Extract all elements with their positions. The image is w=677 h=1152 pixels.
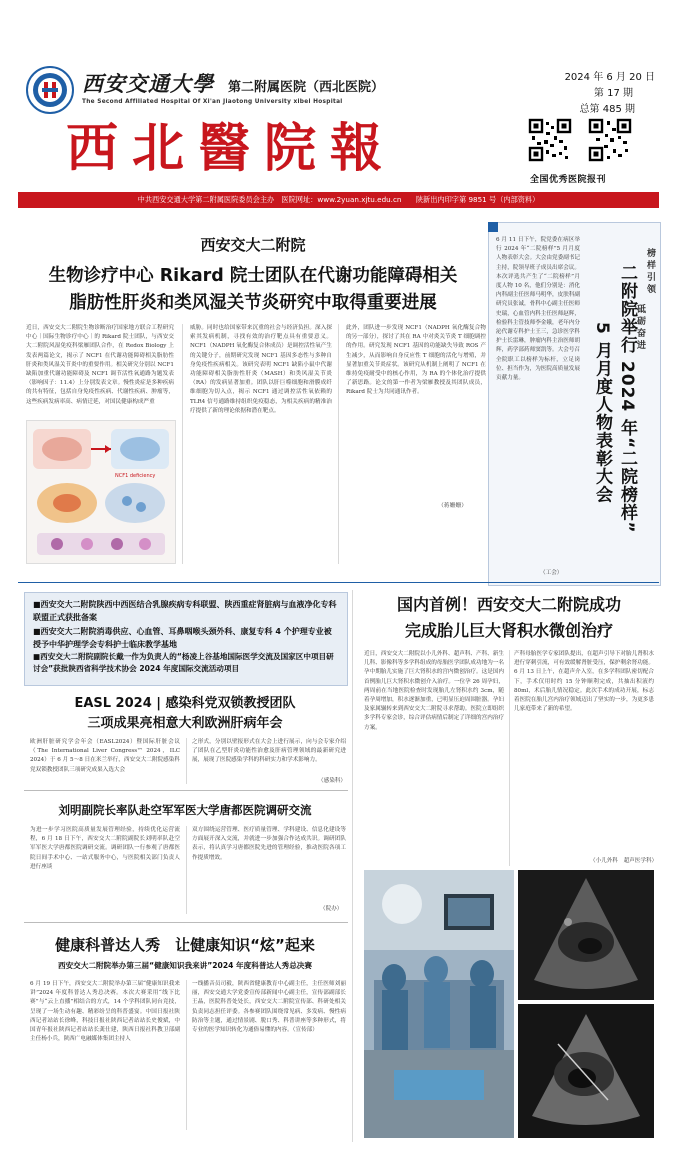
easl-title-line2: 三项成果亮相意大利欧洲肝病年会 — [87, 716, 283, 731]
mechanism-diagram-icon — [27, 421, 175, 563]
first-case-headline-line1: 国内首例！西安交大二附院成功 — [396, 595, 621, 614]
issue-number: 第 17 期 — [593, 88, 633, 99]
easl-byline: （感染科） — [318, 778, 346, 784]
easl-col2: 之形式，分别以壁报形式在大会上进行展示，向与会专家介绍了团队在乙型肝炎功能性治愈及肝病管理领域的最新研究进展，展现了医院感染学科的科研实力和学术影响力。 — [192, 739, 346, 764]
visit-title: 刘明副院长率队赴空军军医大学唐都医院调研交流 — [58, 803, 312, 817]
ultrasound-image-top — [518, 870, 654, 1000]
lead-col3: 此外，团队进一步发现 NCF1（NADPH 氧化酶复合物的另一部分），探讨了其在 RA 中对炎关节炎 T 细胞调控的作用。研究发现 NCF1 基因的功能缺失导致 ROS 产生减少，从而影响自身反应性 T 细胞的活化与增殖，并显著加重关节炎症状。该研究从机制上阐明了 NCF1 在维持免疫耐受中的核心作用，为 RA 的个体化治疗提供了新思路。论文的第一作者为梁雁教授及其团队成员，Rikard 院士为共同通讯作者。 — [346, 325, 486, 396]
science-subhead: 西安交大二附院举办第三届“健康知识我来讲”2024 年度科普达人秀总决赛 — [58, 961, 312, 970]
visit-article — [18, 798, 352, 918]
honor-item-3: ■西安交大二附院副院长戴一作为负责人的“杨凌上谷基地国际医学交流及国家区中项目研讨会”获批陕西省科学技术协会 2024 年度国际交流活动项目 — [33, 652, 334, 673]
first-case-col1: 近日，西安交大二附院以小儿外科、超声科、产科、新生儿科、影像科等多学科组成的母胎医学团队成功地为一名孕中期胎儿实施了巨大肾积水的宫内微创治疗。这是国内首例胎儿巨大肾积水微创介入治疗。一位孕 26 周孕妇，两周前在当地医院检查时发现胎儿左肾积水约 3cm，随着孕周增加，积水逐渐加重，已明显压迫周围脏器。孕妇及家属辗转来到西安交大二附院寻求帮助。医院立即组织多学科专家会诊，综合评估病情后制定了详细的宫内治疗方案。 — [364, 651, 504, 731]
side-article — [488, 222, 660, 586]
total-issue: 总第 485 期 — [579, 104, 635, 115]
side-corner-accent — [488, 222, 498, 232]
banner-text: 中共西安交通大学第二附属医院委员会主办 医院网址：www.2yuan.xjtu.edu.cn 陕新出内印字第 9851 号（内部资料） — [137, 195, 540, 204]
science-col1: 6 月 19 日下午，西安交大二附院举办第三届“健康知识我来讲”2024 年度科普达人秀总决赛。本次大赛采用“线下比赛”与“云上直播”相结合的方式，14 个学科团队同台竞技，呈现了一场生动有趣、精彩纷呈的科普盛宴。中国日报社陕西记者站站长徐峰，科技日报社陕西记者站站长史俊斌，中国青年报社陕西记者站站长龚仕建，陕西日报社科教卫部副主任杨小兵，陕西广电融媒体集团主持人 — [30, 981, 180, 1043]
lead-figure — [26, 420, 176, 564]
ultrasound-scan-icon — [518, 870, 654, 1000]
first-case-headline-line2: 完成胎儿巨大肾积水微创治疗 — [404, 621, 613, 640]
first-case-article — [358, 588, 660, 1144]
logo-emblem-icon — [28, 68, 72, 112]
section-divider — [24, 790, 348, 791]
honor-badge: 全国优秀医院报刊 — [530, 175, 607, 185]
lead-col2: 威胁。同时也给国家带来沉重的社会与经济负担。深入探索其发病机制，寻找有效的治疗靶点具有重要意义。NCF1（NADPH 氧化酶复合体成员）是调控活性氧产生的关键分子，前期研究发现 NCF1 基因多态性与多种自身免疫性疾病相关。该研究表明 NCF1 缺陷小鼠中代谢功能障碍相关脂肪性肝炎（MASH）和类风湿关节炎（RA）的发病显著加重。团队以肝巨噬细胞和滑膜成纤维细胞为切入点，揭示 NCF1 通过调控活性氧依赖的 TLR4 信号通路维持组织免疫稳态，为相关疾病的精准治疗提供了新的理论依据和潜在靶点。 — [190, 325, 332, 414]
section-divider — [24, 922, 348, 923]
ultrasound-image-bottom — [518, 1004, 654, 1138]
side-article-body: 6 月 11 日下午，院党委在病区举行 2024 年“二院榜样”5 月月度人物表彰大会。大会由党委副书记主持，院领导班子成员出席会议。本次评选共产生了“二院榜样”月度人物 10 名，他们分别是：消化内科副主任医师马明华，皮肤科副研究员张诚，骨科中心副主任医师史瑞，心血管内科主任医师赵辉，检验科主管技师李金娥，老年内分泌代谢专科护士王三，急诊医学科护士长雷琳，肿瘤内科主治医师胡辉，药学部药师窦凯等。大会号召全院职工以榜样为标杆，立足岗位、担当作为，为医院高质量发展贡献力量。 — [496, 237, 580, 382]
lead-col1: 近日，西安交大二附院生物诊断治疗国家地方联合工程研究中心｜国际生物诊疗中心｜的 Rikard 院士团队，与西安交大二附院风湿免疫科梁雁团队合作，在 Redox Biology 上发表两篇论文，揭示了 NCF1 在代谢功能障碍相关脂肪性肝炎和类风湿关节炎中的重要作用。相关研究分别以 NCF1 缺陷加重代谢功能障碍及 NCF1 调节活性氧通路为题发表（影响因子：11.4）上分别发表文章。慢性炎症是多种疾病的共有特征，包括自身免疫性疾病、代谢性疾病、肿瘤等，这些疾病发病率高、病情迁延，对国民健康构成严重 — [26, 325, 174, 405]
lead-headline-line1: 生物诊疗中心 Rikard 院士团队在代谢功能障碍相关 — [48, 266, 458, 286]
masthead — [0, 0, 677, 210]
visit-col2: 双方围绕运营管理、医疗质量管理、学科建设、信息化建设等方面展开深入交流，并就进一步加强合作达成共识。调研团队表示，将认真学习唐都医院先进的管理经验，推动医院各项工作提质增效。 — [192, 827, 346, 861]
university-name: 西安交通大學 — [82, 71, 214, 96]
side-slogan-b: 砥砺奋进 — [635, 304, 645, 352]
lead-byline: （蒋姗姗） — [438, 503, 467, 509]
page-center-rule — [352, 590, 353, 1142]
operating-room-photo — [364, 870, 514, 1138]
section-divider — [18, 582, 659, 583]
honor-item-1: ■西安交大二附院陕西中西医结合乳腺疾病专科联盟、陕西重症肾脏病与血液净化专科联盟正式获批备案 — [33, 600, 337, 622]
first-case-col2: 产科母胎医学专家团队提出，在超声引导下对胎儿肾积水进行穿刺引流，可有效缓解肾脏受压，保护剩余肾功能。6 月 13 日上午，在超声介入室，在多学科团队密切配合下，手术仅用时约 15 分钟顺利完成，共抽出积液约 80ml，术后胎儿情况稳定。此次手术的成功开展，标志着医院在胎儿宫内治疗领域迈出了坚实的一步，为更多患儿家庭带来了新的希望。 — [514, 651, 654, 713]
first-case-byline: （小儿外科 超声医学科） — [590, 858, 658, 864]
hospital-logo — [26, 66, 74, 114]
column-rule — [509, 650, 510, 866]
lead-headline-line2: 脂肪性肝炎和类风湿关节炎研究中取得重要进展 — [69, 293, 437, 313]
hospital-name: 第二附属医院（西北医院） — [228, 80, 385, 95]
side-article-byline: （工会） — [540, 570, 563, 576]
side-title-line2: 5 月月度人物表彰大会 — [592, 322, 612, 504]
honors-box — [24, 592, 348, 686]
column-rule — [182, 324, 183, 564]
science-col2: 一线播音员司毅，陕西省健康教育中心副主任，主任医师刘丽丽，西安交通大学党委宣传部新闻中心副主任，宣传部副部长王晶，医院科普处处长，西安交大二附院宣传部、科研处相关负责同志担任评委。各参赛团队围绕常见病、多发病、慢性病防治等主题，通过情景剧、脱口秀、科普讲座等多种形式，将专业的医学知识转化为通俗易懂的内容。（宣传部） — [192, 981, 346, 1034]
lead-article — [18, 222, 488, 574]
column-rule — [186, 738, 187, 784]
column-rule — [186, 980, 187, 1130]
ultrasound-scan-icon — [518, 1004, 654, 1138]
column-rule — [186, 826, 187, 914]
honor-item-2: ■西安交大二附院消毒供应、心血管、耳鼻咽喉头颈外科、康复专科 4 个护理专业被授予中华护理学会专科护士临床教学基地 — [33, 627, 332, 649]
column-rule — [338, 324, 339, 564]
issue-date: 2024 年 6 月 20 日 — [564, 72, 655, 83]
side-title-line1: 二附院举行 2024 年“二院榜样” — [617, 264, 637, 534]
lead-kicker: 西安交大二附院 — [200, 236, 306, 254]
side-slogan-a: 榜样引领 — [645, 248, 655, 296]
easl-col1: 欧洲肝脏研究学会年会（EASL2024）暨国际肝脏会议（The International Liver Congress™ 2024，ILC 2024）于 6 月 5～8 日在米兰举行，西安交大二附院感染科党双锁教授团队三项研究成果入选大会 — [30, 739, 180, 773]
paper-title: 西北醫院報 — [66, 118, 397, 179]
qr-code-right — [588, 118, 632, 162]
qr-code-icon — [588, 118, 632, 162]
easl-title-line1: EASL 2024 | 感染科党双锁教授团队 — [74, 696, 296, 711]
visit-byline: （院办） — [320, 906, 343, 912]
masthead-banner — [18, 192, 659, 208]
science-article — [18, 926, 352, 1142]
visit-col1: 为进一步学习医院高质量发展管理经验，持续优化运营流程，6 月 18 日下午，西安交大二附院副院长刘明率队赴空军军医大学唐都医院调研交流。调研团队一行参观了唐都医院日间手术中心、一站式服务中心，与医院相关部门负责人进行座谈 — [30, 827, 180, 870]
qr-code-left — [528, 118, 572, 162]
qr-code-icon — [528, 118, 572, 162]
english-name: The Second Affiliated Hospital Of Xi'an Jiaotong University xibei Hospital — [82, 99, 343, 105]
science-headline: 健康科普达人秀 让健康知识“炫”起来 — [55, 936, 315, 954]
surgery-team-photo-icon — [364, 870, 514, 1138]
figure-label: NCF1 deficiency — [115, 473, 156, 479]
